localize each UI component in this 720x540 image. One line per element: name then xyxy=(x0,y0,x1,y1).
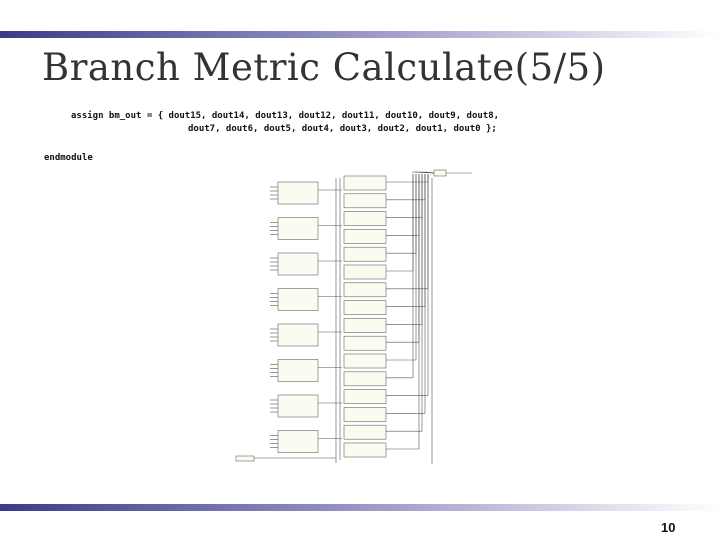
schematic-block-right xyxy=(344,407,386,421)
schematic-block-right xyxy=(344,301,386,315)
schematic-block-left xyxy=(278,253,318,275)
schematic-block-right xyxy=(344,443,386,457)
schematic-block-right xyxy=(344,176,386,190)
schematic-block-right xyxy=(344,247,386,261)
schematic-block-right xyxy=(344,372,386,386)
schematic-block-left xyxy=(278,360,318,382)
schematic-block-left xyxy=(278,182,318,204)
schematic-block-right xyxy=(344,336,386,350)
schematic-block-left xyxy=(278,431,318,453)
schematic-block-left xyxy=(278,395,318,417)
schematic-block-left xyxy=(278,324,318,346)
code-line-endmodule: endmodule xyxy=(44,153,93,163)
schematic-block-right xyxy=(344,265,386,279)
schematic-block-right xyxy=(344,318,386,332)
schematic-block-right xyxy=(344,354,386,368)
code-line-assign-continued: dout7, dout6, dout5, dout4, dout3, dout2, dout1, dout0 }; xyxy=(188,124,497,134)
schematic-block-left xyxy=(278,289,318,311)
schematic-block-right xyxy=(344,194,386,208)
top-divider-bar xyxy=(0,31,720,38)
slide-title: Branch Metric Calculate(5/5) xyxy=(42,46,606,89)
schematic-block-left xyxy=(278,218,318,240)
schematic-output-port xyxy=(434,170,446,176)
schematic-block-right xyxy=(344,425,386,439)
schematic-block-right xyxy=(344,229,386,243)
code-line-assign: assign bm_out = { dout15, dout14, dout13, dout12, dout11, dout10, dout9, dout8, xyxy=(71,111,500,121)
page-number: 10 xyxy=(661,520,676,535)
schematic-block-right xyxy=(344,212,386,226)
bottom-divider-bar xyxy=(0,504,720,511)
schematic-block-right xyxy=(344,390,386,404)
schematic-input-port xyxy=(236,456,254,461)
schematic-block-right xyxy=(344,283,386,297)
circuit-schematic-diagram xyxy=(232,168,482,468)
